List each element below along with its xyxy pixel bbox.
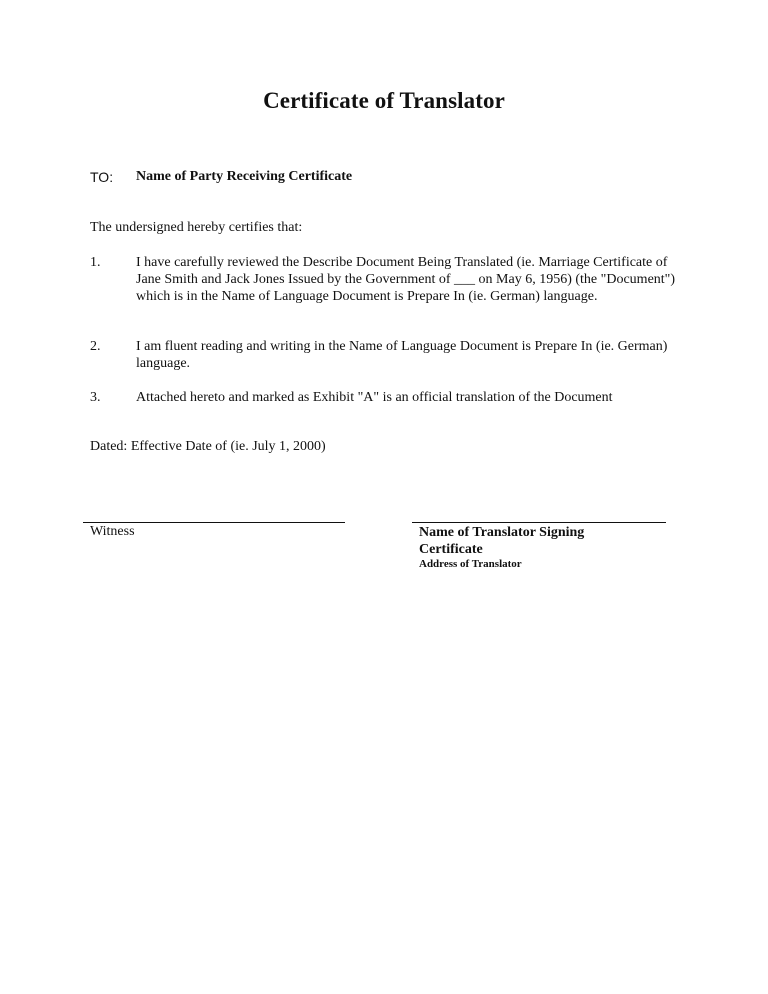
item-number: 3.	[90, 390, 101, 405]
translator-name: Name of Translator Signing Certificate	[419, 525, 585, 557]
to-label: TO:	[90, 169, 114, 185]
item-number: 2.	[90, 339, 101, 354]
translator-signature-line	[412, 522, 666, 523]
witness-signature-line	[83, 522, 345, 523]
item-text: I have carefully reviewed the Describe Document Being Translated (ie. Marriage Certificate of Jane Smith and Jack Jones Issued by the Government of ___ on May 6, 1956) (the "Document") which is in the Name of Language Document is Prepare In (ie. German) language.	[136, 255, 676, 304]
intro-statement: The undersigned hereby certifies that:	[90, 220, 303, 235]
recipient-name: Name of Party Receiving Certificate	[136, 169, 353, 184]
item-text: I am fluent reading and writing in the Name of Language Document is Prepare In (ie. German) language.	[136, 339, 668, 371]
translator-address: Address of Translator	[419, 558, 522, 570]
item-number: 1.	[90, 255, 101, 270]
item-text: Attached hereto and marked as Exhibit "A" is an official translation of the Document	[136, 390, 613, 405]
document-title: Certificate of Translator	[263, 88, 505, 113]
witness-label: Witness	[90, 524, 135, 539]
dated-line: Dated: Effective Date of (ie. July 1, 2000)	[90, 439, 326, 454]
